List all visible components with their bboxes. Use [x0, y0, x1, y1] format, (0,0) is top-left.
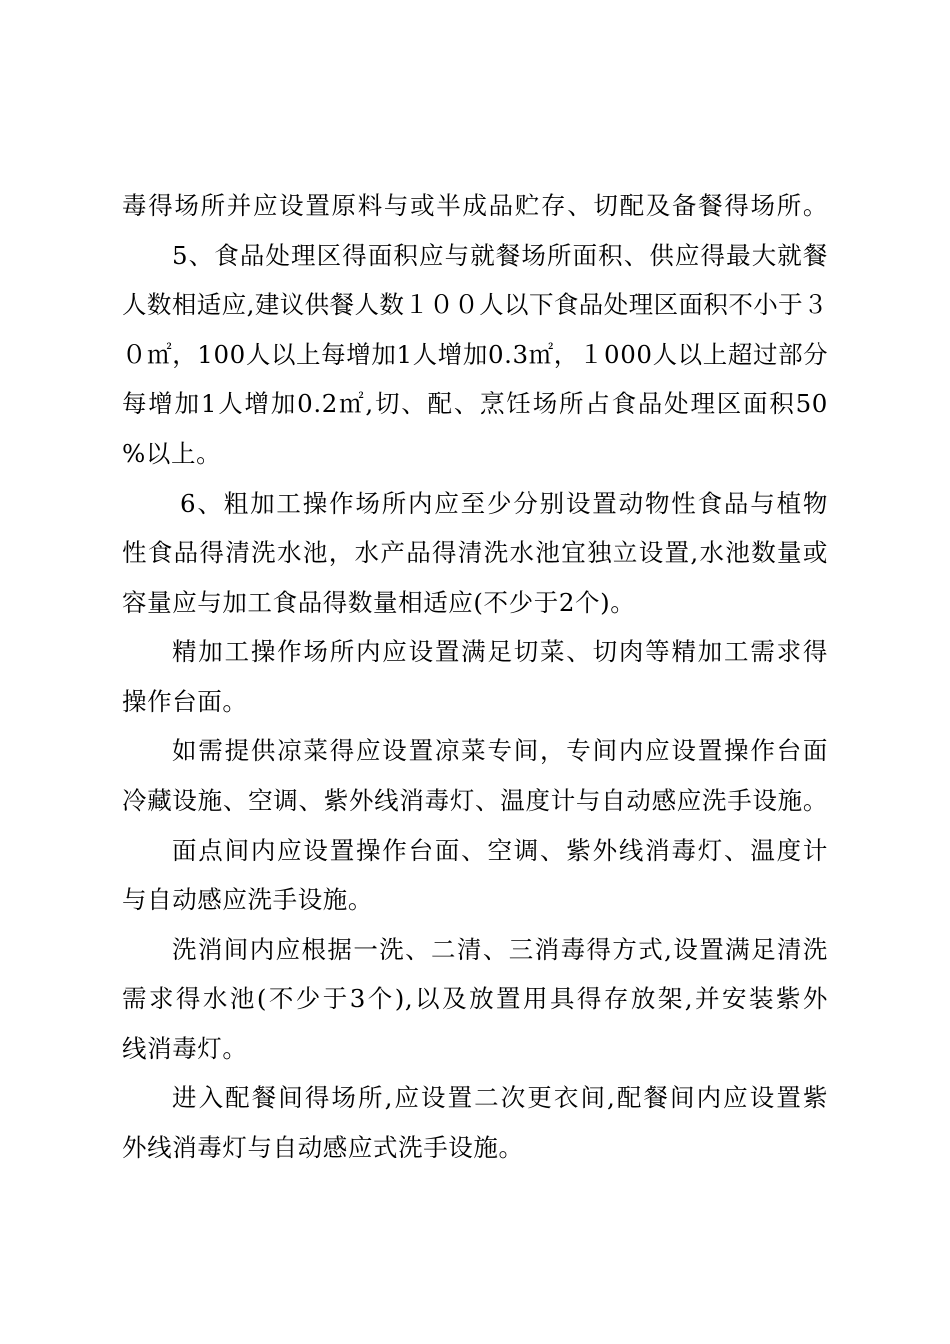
text-line-19: 进入配餐间得场所,应设置二次更衣间,配餐间内应设置紫 — [172, 1083, 828, 1112]
text-line-17: 需求得水池(不少于3个),以及放置用具得存放架,并安装紫外 — [122, 984, 828, 1013]
text-line-18: 线消毒灯。 — [122, 1034, 248, 1063]
text-line-12: 如需提供凉菜得应设置凉菜专间，专间内应设置操作台面 — [172, 736, 828, 765]
text-line-5: 每增加1人增加0.2㎡,切、配、烹饪场所占食品处理区面积50 — [122, 389, 828, 418]
text-line-10: 精加工操作场所内应设置满足切菜、切肉等精加工需求得 — [172, 637, 828, 666]
text-line-3: 人数相适应,建议供餐人数１００人以下食品处理区面积不小于３ — [122, 290, 828, 319]
text-line-7: 6、粗加工操作场所内应至少分别设置动物性食品与植物 — [180, 489, 828, 518]
text-line-4: ０㎡，100人以上每增加1人增加0.3㎡，１000人以上超过部分 — [122, 340, 829, 369]
text-line-1: 毒得场所并应设置原料与或半成品贮存、切配及备餐得场所。 — [122, 191, 828, 220]
text-line-11: 操作台面。 — [122, 687, 248, 716]
text-line-16: 洗消间内应根据一洗、二清、三消毒得方式,设置满足清洗 — [172, 935, 828, 964]
text-line-8: 性食品得清洗水池，水产品得清洗水池宜独立设置,水池数量或 — [122, 538, 828, 567]
text-line-15: 与自动感应洗手设施。 — [122, 885, 373, 914]
text-line-20: 外线消毒灯与自动感应式洗手设施。 — [122, 1133, 524, 1162]
text-line-2: 5、食品处理区得面积应与就餐场所面积、供应得最大就餐 — [172, 241, 828, 270]
text-line-6: %以上。 — [122, 439, 222, 468]
text-line-13: 冷藏设施、空调、紫外线消毒灯、温度计与自动感应洗手设施。 — [122, 786, 828, 815]
text-line-14: 面点间内应设置操作台面、空调、紫外线消毒灯、温度计 — [172, 836, 828, 865]
text-line-9: 容量应与加工食品得数量相适应(不少于2个)。 — [122, 588, 636, 617]
